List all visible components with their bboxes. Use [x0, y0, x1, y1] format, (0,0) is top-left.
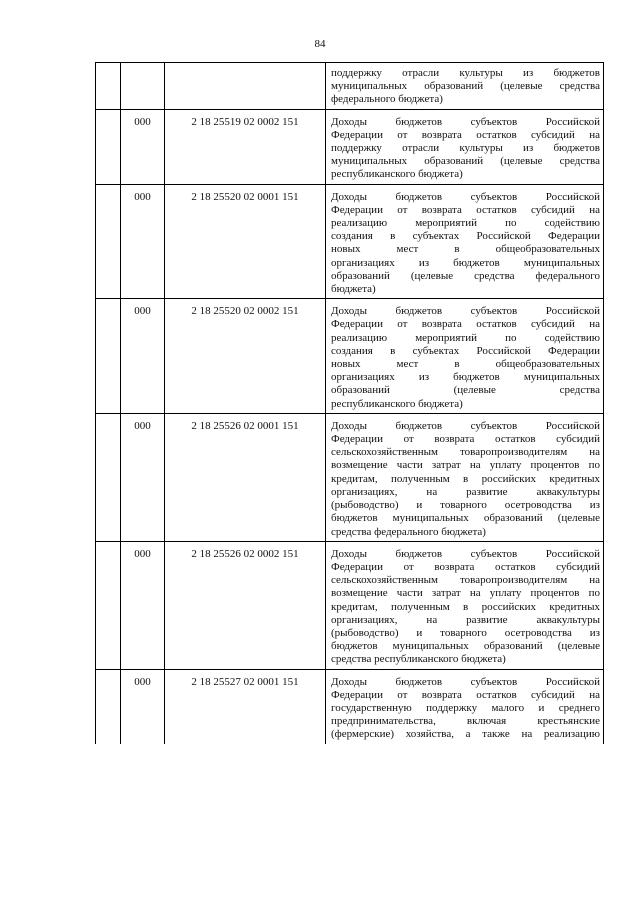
revenue-name-line: создания в субъектах Российской Федерации — [331, 344, 600, 357]
revenue-name-cell — [326, 413, 604, 541]
budget-code-cell: 2 18 25526 02 0002 151 — [165, 541, 326, 669]
admin-code-cell: 000 — [121, 413, 165, 541]
budget-code-cell: 2 18 25526 02 0001 151 — [165, 413, 326, 541]
admin-code-cell: 000 — [121, 299, 165, 414]
revenue-name-line: бюджета) — [331, 283, 376, 296]
table-row — [96, 184, 604, 299]
revenue-name-line: Доходы бюджетов субъектов Российской — [331, 675, 600, 688]
revenue-name-line: Федерации от возврата остатков субсидий на — [331, 688, 600, 701]
row-number-cell — [96, 541, 121, 669]
revenue-name-cell — [326, 109, 604, 184]
table-row — [96, 669, 604, 744]
revenue-name-line: образований (целевые средства федерального — [331, 269, 600, 282]
revenue-name-line: государственную поддержку малого и среднего — [331, 701, 600, 714]
revenue-name-line: создания в субъектах Российской Федерации — [331, 230, 600, 243]
revenue-name-line: новых мест в общеобразовательных — [331, 358, 600, 371]
revenue-name-line: (рыбоводство) и товарного осетроводства из — [331, 626, 600, 639]
table-row — [96, 299, 604, 414]
revenue-name-line: Доходы бюджетов субъектов Российской — [331, 547, 600, 560]
revenue-name-line: сельскохозяйственным товаропроизводителям на — [331, 574, 600, 587]
revenue-name-line: кредитам, полученным в российских кредитных — [331, 600, 600, 613]
row-number-cell — [96, 669, 121, 744]
revenue-name-line: образований (целевые средства — [331, 384, 600, 397]
revenue-name-line: (рыбоводство) и товарного осетроводства из — [331, 499, 600, 512]
table-row — [96, 109, 604, 184]
revenue-name-line: кредитам, полученным в российских кредитных — [331, 472, 600, 485]
budget-code-cell: 2 18 25519 02 0002 151 — [165, 109, 326, 184]
revenue-name-cell — [326, 541, 604, 669]
page-number: 84 — [314, 38, 326, 50]
budget-code-cell: 2 18 25520 02 0002 151 — [165, 299, 326, 414]
budget-code-cell: 2 18 25520 02 0001 151 — [165, 184, 326, 299]
admin-code-cell — [121, 63, 165, 110]
revenue-name-cell — [326, 299, 604, 414]
revenue-name-line: федерального бюджета) — [331, 93, 443, 106]
table-row — [96, 413, 604, 541]
revenue-name-line: новых мест в общеобразовательных — [331, 243, 600, 256]
revenue-name-line: муниципальных образований (целевые средства — [331, 155, 600, 168]
revenue-name-cell — [326, 669, 604, 744]
revenue-name-line: муниципальных образований (целевые средства — [331, 80, 600, 93]
revenue-name-line: возмещение части затрат на уплату процентов по — [331, 587, 600, 600]
budget-revenue-table — [95, 62, 604, 744]
admin-code-cell: 000 — [121, 669, 165, 744]
budget-code-cell — [165, 63, 326, 110]
revenue-name-line: Доходы бюджетов субъектов Российской — [331, 305, 600, 318]
revenue-name-line: реализацию мероприятий по содействию — [331, 217, 600, 230]
revenue-name-line: Федерации от возврата остатков субсидий на — [331, 318, 600, 331]
revenue-name-line: поддержку отрасли культуры из бюджетов — [331, 142, 600, 155]
revenue-name-line: средства республиканского бюджета) — [331, 653, 506, 666]
revenue-name-cell — [326, 184, 604, 299]
revenue-name-line: Федерации от возврата остатков субсидий — [331, 433, 600, 446]
revenue-name-line: поддержку отрасли культуры из бюджетов — [331, 67, 600, 79]
admin-code-cell: 000 — [121, 109, 165, 184]
revenue-name-line: Доходы бюджетов субъектов Российской — [331, 190, 600, 203]
revenue-name-line: Федерации от возврата остатков субсидий на — [331, 128, 600, 141]
row-number-cell — [96, 184, 121, 299]
revenue-name-line: организациях, на развитие аквакультуры — [331, 613, 600, 626]
table-body — [96, 63, 604, 744]
revenue-name-line: Федерации от возврата остатков субсидий — [331, 560, 600, 573]
revenue-name-line: республиканского бюджета) — [331, 168, 463, 181]
budget-code-cell: 2 18 25527 02 0001 151 — [165, 669, 326, 744]
table-row — [96, 541, 604, 669]
revenue-name-line: (фермерские) хозяйства, а также на реализацию — [331, 728, 600, 741]
revenue-name-line: возмещение части затрат на уплату процентов по — [331, 459, 600, 472]
revenue-name-line: бюджетов муниципальных образований (целевые — [331, 640, 600, 653]
revenue-name-line: организациях из бюджетов муниципальных — [331, 371, 600, 384]
row-number-cell — [96, 63, 121, 110]
revenue-name-line: сельскохозяйственным товаропроизводителям на — [331, 446, 600, 459]
revenue-name-line: организациях, на развитие аквакультуры — [331, 485, 600, 498]
revenue-name-line: республиканского бюджета) — [331, 397, 463, 410]
revenue-name-line: предпринимательства, включая крестьянские — [331, 715, 600, 728]
row-number-cell — [96, 299, 121, 414]
revenue-name-cell — [326, 63, 604, 110]
row-number-cell — [96, 413, 121, 541]
revenue-name-line: бюджетов муниципальных образований (целевые — [331, 512, 600, 525]
table-row — [96, 63, 604, 110]
row-number-cell — [96, 109, 121, 184]
admin-code-cell: 000 — [121, 184, 165, 299]
revenue-name-line: организациях из бюджетов муниципальных — [331, 256, 600, 269]
revenue-name-line: Доходы бюджетов субъектов Российской — [331, 115, 600, 128]
admin-code-cell: 000 — [121, 541, 165, 669]
revenue-name-line: средства федерального бюджета) — [331, 525, 486, 538]
revenue-name-line: реализацию мероприятий по содействию — [331, 331, 600, 344]
revenue-name-line: Федерации от возврата остатков субсидий на — [331, 203, 600, 216]
revenue-name-line: Доходы бюджетов субъектов Российской — [331, 419, 600, 432]
